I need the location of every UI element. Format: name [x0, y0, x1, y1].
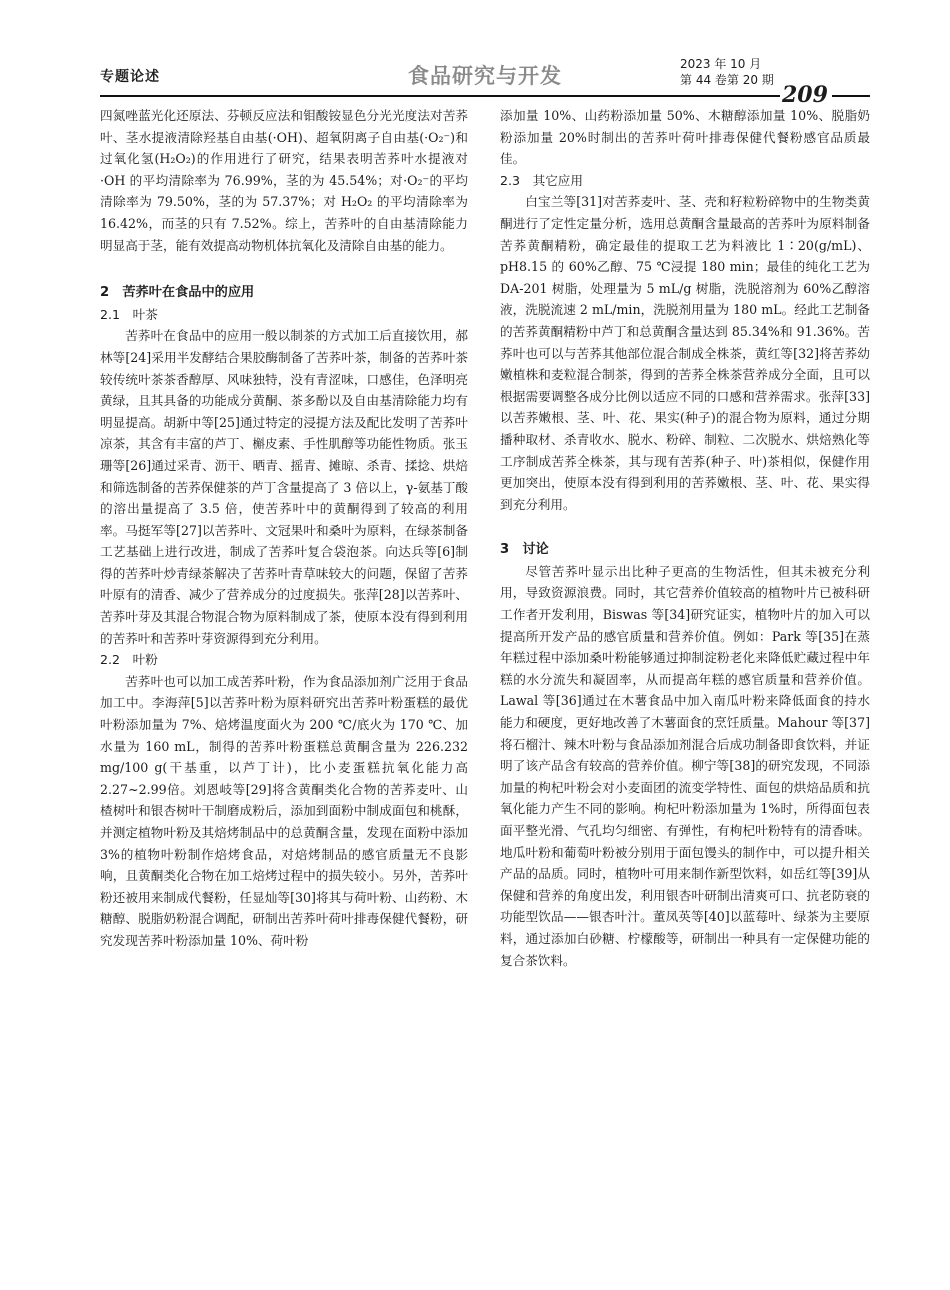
paragraph-3: 尽管苦荞叶显示出比种子更高的生物活性，但其未被充分利用，导致资源浪费。同时，其它营养价值较高的植物叶片已被科研工作者开发利用，Biswas 等[34]研究证实，植物叶片的加入可以提高所开发产品的感官质量和营养价值。例如：Park 等[35]在蒸年糕过程中添加桑叶粉能够通过抑制淀粉老化来降低贮藏过程中年糕的水分流失和凝固率，从而提高年糕的感官质量和营养价值。Lawal 等[36]通过在木薯食品中加入南瓜叶粉来降低面食的持水能力和硬度，更好地改善了木薯面食的烹饪质量。Mahour 等[37]将石榴汁、辣木叶粉与食品添加剂混合后成功制备即食饮料，并证明了该产品含有较高的营养价值。柳宁等[38]的研究发现，不同添加量的枸杞叶粉会对小麦面团的流变学特性、面包的烘焙品质和抗氧化能力产生不同的影响。枸杞叶粉添加量为 1%时，所得面包表面平整光滑、气孔均匀细密、有弹性，有枸杞叶粉特有的清香味。地瓜叶粉和葡萄叶粉被分别用于面包馒头的制作中，可以提升相关产品的品质。同时，植物叶可用来制作新型饮料，如岳红等[39]从保健和营养的角度出发，利用银杏叶研制出清爽可口、抗老防衰的功能型饮品——银杏叶汁。董凤英等[40]以蓝莓叶、绿茶为主要原料，通过添加白砂糖、柠檬酸等，研制出一种具有一定保健功能的复合茶饮料。 — [500, 563, 870, 968]
paragraph-2-3: 白宝兰等[31]对苦荞麦叶、茎、壳和籽粒粉碎物中的生物类黄酮进行了定性定量分析，选用总黄酮含量最高的苦荞叶为原料制备苦荞黄酮精粉，确定最佳的提取工艺为料液比 1∶20(g/mL)、pH8.15 的 60%乙醇、75 ℃浸提 180 min；最佳的纯化工艺为 DA-201 树脂，处理量为 5 mL/g 树脂，洗脱溶剂为 60%乙醇溶液，洗脱流速 2 mL/min，洗脱剂用量为 180 mL。经此工艺制备的苦荞黄酮精粉中芦丁和总黄酮含量达到 85.34%和 91.36%。苦荞叶也可以与苦荞其他部位混合制成全株茶，黄红等[32]将苦荞幼嫩植株和麦粒混合制茶，得到的苦荞全株茶营养成分全面，且可以根据需要调整各成分比例以适应不同的口感和营养需求。张萍[33]以苦荞嫩根、茎、叶、花、果实(种子)的混合物为原料，通过分期播种取材、杀青收水、脱水、粉碎、制粒、二次脱水、烘焙熟化等工序制成苦荞全株茶，其与现有苦荞(种子、叶)茶相似，保健作用更加突出，使原本没有得到利用的苦荞嫩根、茎、叶、花、果实得到充分利用。 — [500, 194, 870, 512]
paragraph-2-1: 苦荞叶在食品中的应用一般以制茶的方式加工后直接饮用，郝林等[24]采用半发酵结合果胶酶制备了苦荞叶茶，制备的苦荞叶茶较传统叶茶茶香醇厚、风味独特，没有青涩味，口感佳，色泽明亮黄绿，且其具备的功能成分黄酮、茶多酚以及自由基清除能力均有明显提高。胡新中等[25]通过特定的浸提方法及配比发明了苦荞叶凉茶，其含有丰富的芦丁、槲皮素、手性肌醇等功能性物质。张玉珊等[26]通过采青、沥干、晒青、摇青、摊晾、杀青、揉捻、烘焙和筛选制备的苦荞保健茶的芦丁含量提高了 3 倍以上，γ-氨基丁酸的溶出量提高了 3.5 倍，使苦荞叶中的黄酮得到了较高的利用率。马挺军等[27]以苦荞叶、文冠果叶和桑叶为原料，在绿茶制备工艺基础上进行改进，制成了苦荞叶复合袋泡茶。向达兵等[6]制得的苦荞叶炒青绿茶解决了苦荞叶青草味较大的问题，保留了苦荞叶原有的清香、减少了营养成分的过度损失。张萍[28]以苦荞叶、苦荞叶芽及其混合物混合物为原料制成了茶，使原本没有得到利用的苦荞叶和苦荞叶芽资源得到充分利用。 — [100, 328, 468, 646]
paragraph-continued: 添加量 10%、山药粉添加量 50%、木糖醇添加量 10%、脱脂奶粉添加量 20%时制出的苦荞叶荷叶排毒保健代餐粉感官品质最佳。 — [500, 108, 870, 167]
paragraph-2-2: 苦荞叶也可以加工成苦荞叶粉，作为食品添加剂广泛用于食品加工中。李海萍[5]以苦荞叶粉为原料研究出苦荞叶粉蛋糕的最优叶粉添加量为 7%、焙烤温度面火为 200 ℃/底火为 170 ℃、加水量为 160 mL，制得的苦荞叶粉蛋糕总黄酮含量为 226.232 mg/100 g(干基重，以芦丁计)，比小麦蛋糕抗氧化能力高 2.27~2.99倍。刘恩岐等[29]将含黄酮类化合物的苦荞麦叶、山楂树叶和银杏树叶干制磨成粉后，添加到面粉中制成面包和桃酥，并测定植物叶粉及其焙烤制品中的总黄酮含量，发现在面粉中添加 3%的植物叶粉制作焙烤食品，对焙烤制品的感官质量无不良影响，且黄酮类化合物在加工焙烤过程中的损失较小。另外，苦荞叶粉还被用来制成代餐粉，任显灿等[30]将其与荷叶粉、山药粉、木糖醇、脱脂奶粉混合调配，研制出苦荞叶荷叶排毒保健代餐粉，研究发现苦荞叶粉添加量 10%、荷叶粉 — [100, 673, 468, 948]
page-number: 209 — [782, 82, 828, 108]
spacer — [500, 515, 870, 539]
issue-volume: 第 44 卷第 20 期 — [680, 73, 774, 87]
issue-date: 2023 年 10 月 — [680, 57, 762, 71]
journal-title: 食品研究与开发 — [408, 64, 562, 88]
subsection-heading-2-2: 2.2 叶粉 — [100, 652, 158, 668]
right-column — [500, 105, 870, 971]
left-column — [100, 105, 468, 952]
subsection-heading-2-3: 2.3 其它应用 — [500, 172, 583, 188]
header-rule — [100, 95, 780, 97]
section-heading-3: 3 讨论 — [500, 542, 549, 558]
section-label: 专题论述 — [100, 69, 160, 85]
section-heading-2: 2 苦荞叶在食品中的应用 — [100, 285, 255, 301]
paragraph-intro: 四氮唑蓝光化还原法、芬顿反应法和钼酸铵显色分光光度法对苦荞叶、茎水提液清除羟基自由基(·OH)、超氧阴离子自由基(·O₂⁻)和过氧化氢(H₂O₂)的作用进行了研究，结果表明苦荞叶水提液对·OH 的平均清除率为 76.99%，茎的为 45.54%；对·O₂⁻的平均清除率为 79.50%，茎的为 57.37%；对 H₂O₂ 的平均清除率为 16.42%，而茎的只有 7.52%。综上，苦荞叶的自由基清除能力明显高于茎，能有效提高动物机体抗氧化及清除自由基的能力。 — [100, 108, 468, 253]
subsection-heading-2-1: 2.1 叶茶 — [100, 306, 158, 322]
spacer — [100, 256, 468, 282]
header-rule-right — [832, 95, 870, 97]
issue-info — [680, 56, 774, 88]
